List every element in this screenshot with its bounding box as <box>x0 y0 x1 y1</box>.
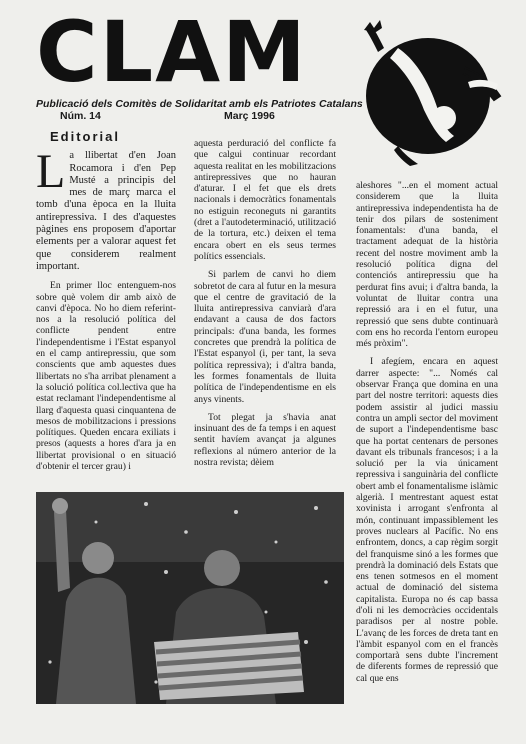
article-column-1 <box>36 131 176 489</box>
article-paragraph: En primer lloc entenguem-nos sobre què volem dir amb això de canvi d'època. No ho diem referint-nos a la resolució política del conflicte pendent entre l'independentisme i l'Estat espanyol en el camp antirepressiu, que som conscients que amb aquestes dues llibertats no s'ha arribat plenament a la solució política col.lectiva que ha estat reclamant l'independentisme al llarg d'aquesta quasi cinquantena de mesos de mobilitzacions i pressions polítiques. Queden encara exiliats i presos (aquests a hores d'ara ja en llibertat provisional o en situació d'obtenir el tercer grau) i <box>36 280 176 473</box>
issue-date: Març 1996 <box>224 110 275 122</box>
article-paragraph: aquesta perduració del conflicte fa que calgui continuar recordant aquesta realitat en les mobilitzacions antirepressives que no hauran d'aturar. I el fet que els drets nacionals i democràtics fonamentals no estiguin reconeguts ni garantits (dret a l'autodeterminació, utilització de la tortura, etc.) deixen el tema encara obert en els seus termes polítics essencials. <box>194 138 336 262</box>
clam-figure-logo <box>358 18 506 168</box>
article-lead-text: a llibertat d'en Joan Rocamora i d'en Pep Musté a principis del mes de març marca el tomb d'una època en la lluita antirepressiva. I des d'aquestes pàgines ens proposem d'aportar elements per a valorar aquest fet que considerem realment important. <box>36 150 176 272</box>
article-column-3 <box>356 180 498 710</box>
article-paragraph: aleshores "...en el moment actual considerem que la lluita antirepressiva independentista ha de tenir dos pilars de sosteniment fonamentals: d'una banda, el tractament adequat de la història recent del nostre moviment amb la resolució política digna del contenciós antirepressiu que ha perdurat fins avui; i d'altra banda, la voluntat de lluitar contra una repressió ara i en el futur, una repressió que sens dubte continuarà com ens ho recorda l'entorn europeu més pròxim". <box>356 180 498 350</box>
article-paragraph: Tot plegat ja s'havia anat insinuant des de fa temps i en aquest sentit havíem avançat ja algunes reflexions al número anterior de la nostra revista; dèiem <box>194 411 336 469</box>
article-lead-paragraph <box>36 145 176 273</box>
article-heading: Editorial <box>50 131 121 144</box>
issue-number: Núm. 14 <box>60 110 101 122</box>
article-paragraph: Si parlem de canvi ho diem sobretot de cara al futur en la mesura que el centre de gravitació de la lluita antirepressiva canviarà d'ara endavant a causa de dos factors principals: d'una banda, les formes concretes que prendrà la política de l'Estat espanyol (i, per tant, la seva política repressiva); i d'altra banda, les formes fonamentals de lluita política de l'independentisme en els anys vinents. <box>194 269 336 405</box>
celebration-photo <box>36 492 344 704</box>
drop-cap-letter: L <box>36 145 66 199</box>
masthead-title: CLAM <box>36 3 308 101</box>
article-column-2 <box>194 138 336 490</box>
article-paragraph: I afegíem, encara en aquest darrer aspecte: "... Només cal observar França que domina en una part del nostre territori: aquests dies podem assistir al judici massiu contra un ampli sector del moviment de suport a l'independentisme basc que ha portat centenars de persones davant els tribunals francesos; i a la solució per la via únicament repressiva i sanguinària del conflicte obert amb el fonamentalisme islàmic algerià. I mentrestant aquest estat xovinista i arrogant s'enfronta al món, continuant impassiblement les proves nuclears al Pacífic. No ens enfrontem, doncs, a cap règim sorgit del franquisme sinó a les formes que prendrà la dominació dels Estats que ens tenen sotmesos en el moment actual de dominació del sistema capitalista. Europa no és cap bassa d'oli ni les democràcies occidentals paradisos per al nostre poble. L'avanç de les forces de dreta tant en l'àmbit espanyol com en el francès comportarà sens dubte l'increment de diferents formes de repressió que cal que ens <box>356 356 498 684</box>
masthead-subtitle: Publicació dels Comitès de Solidaritat amb els Patriotes Catalans <box>36 98 363 110</box>
